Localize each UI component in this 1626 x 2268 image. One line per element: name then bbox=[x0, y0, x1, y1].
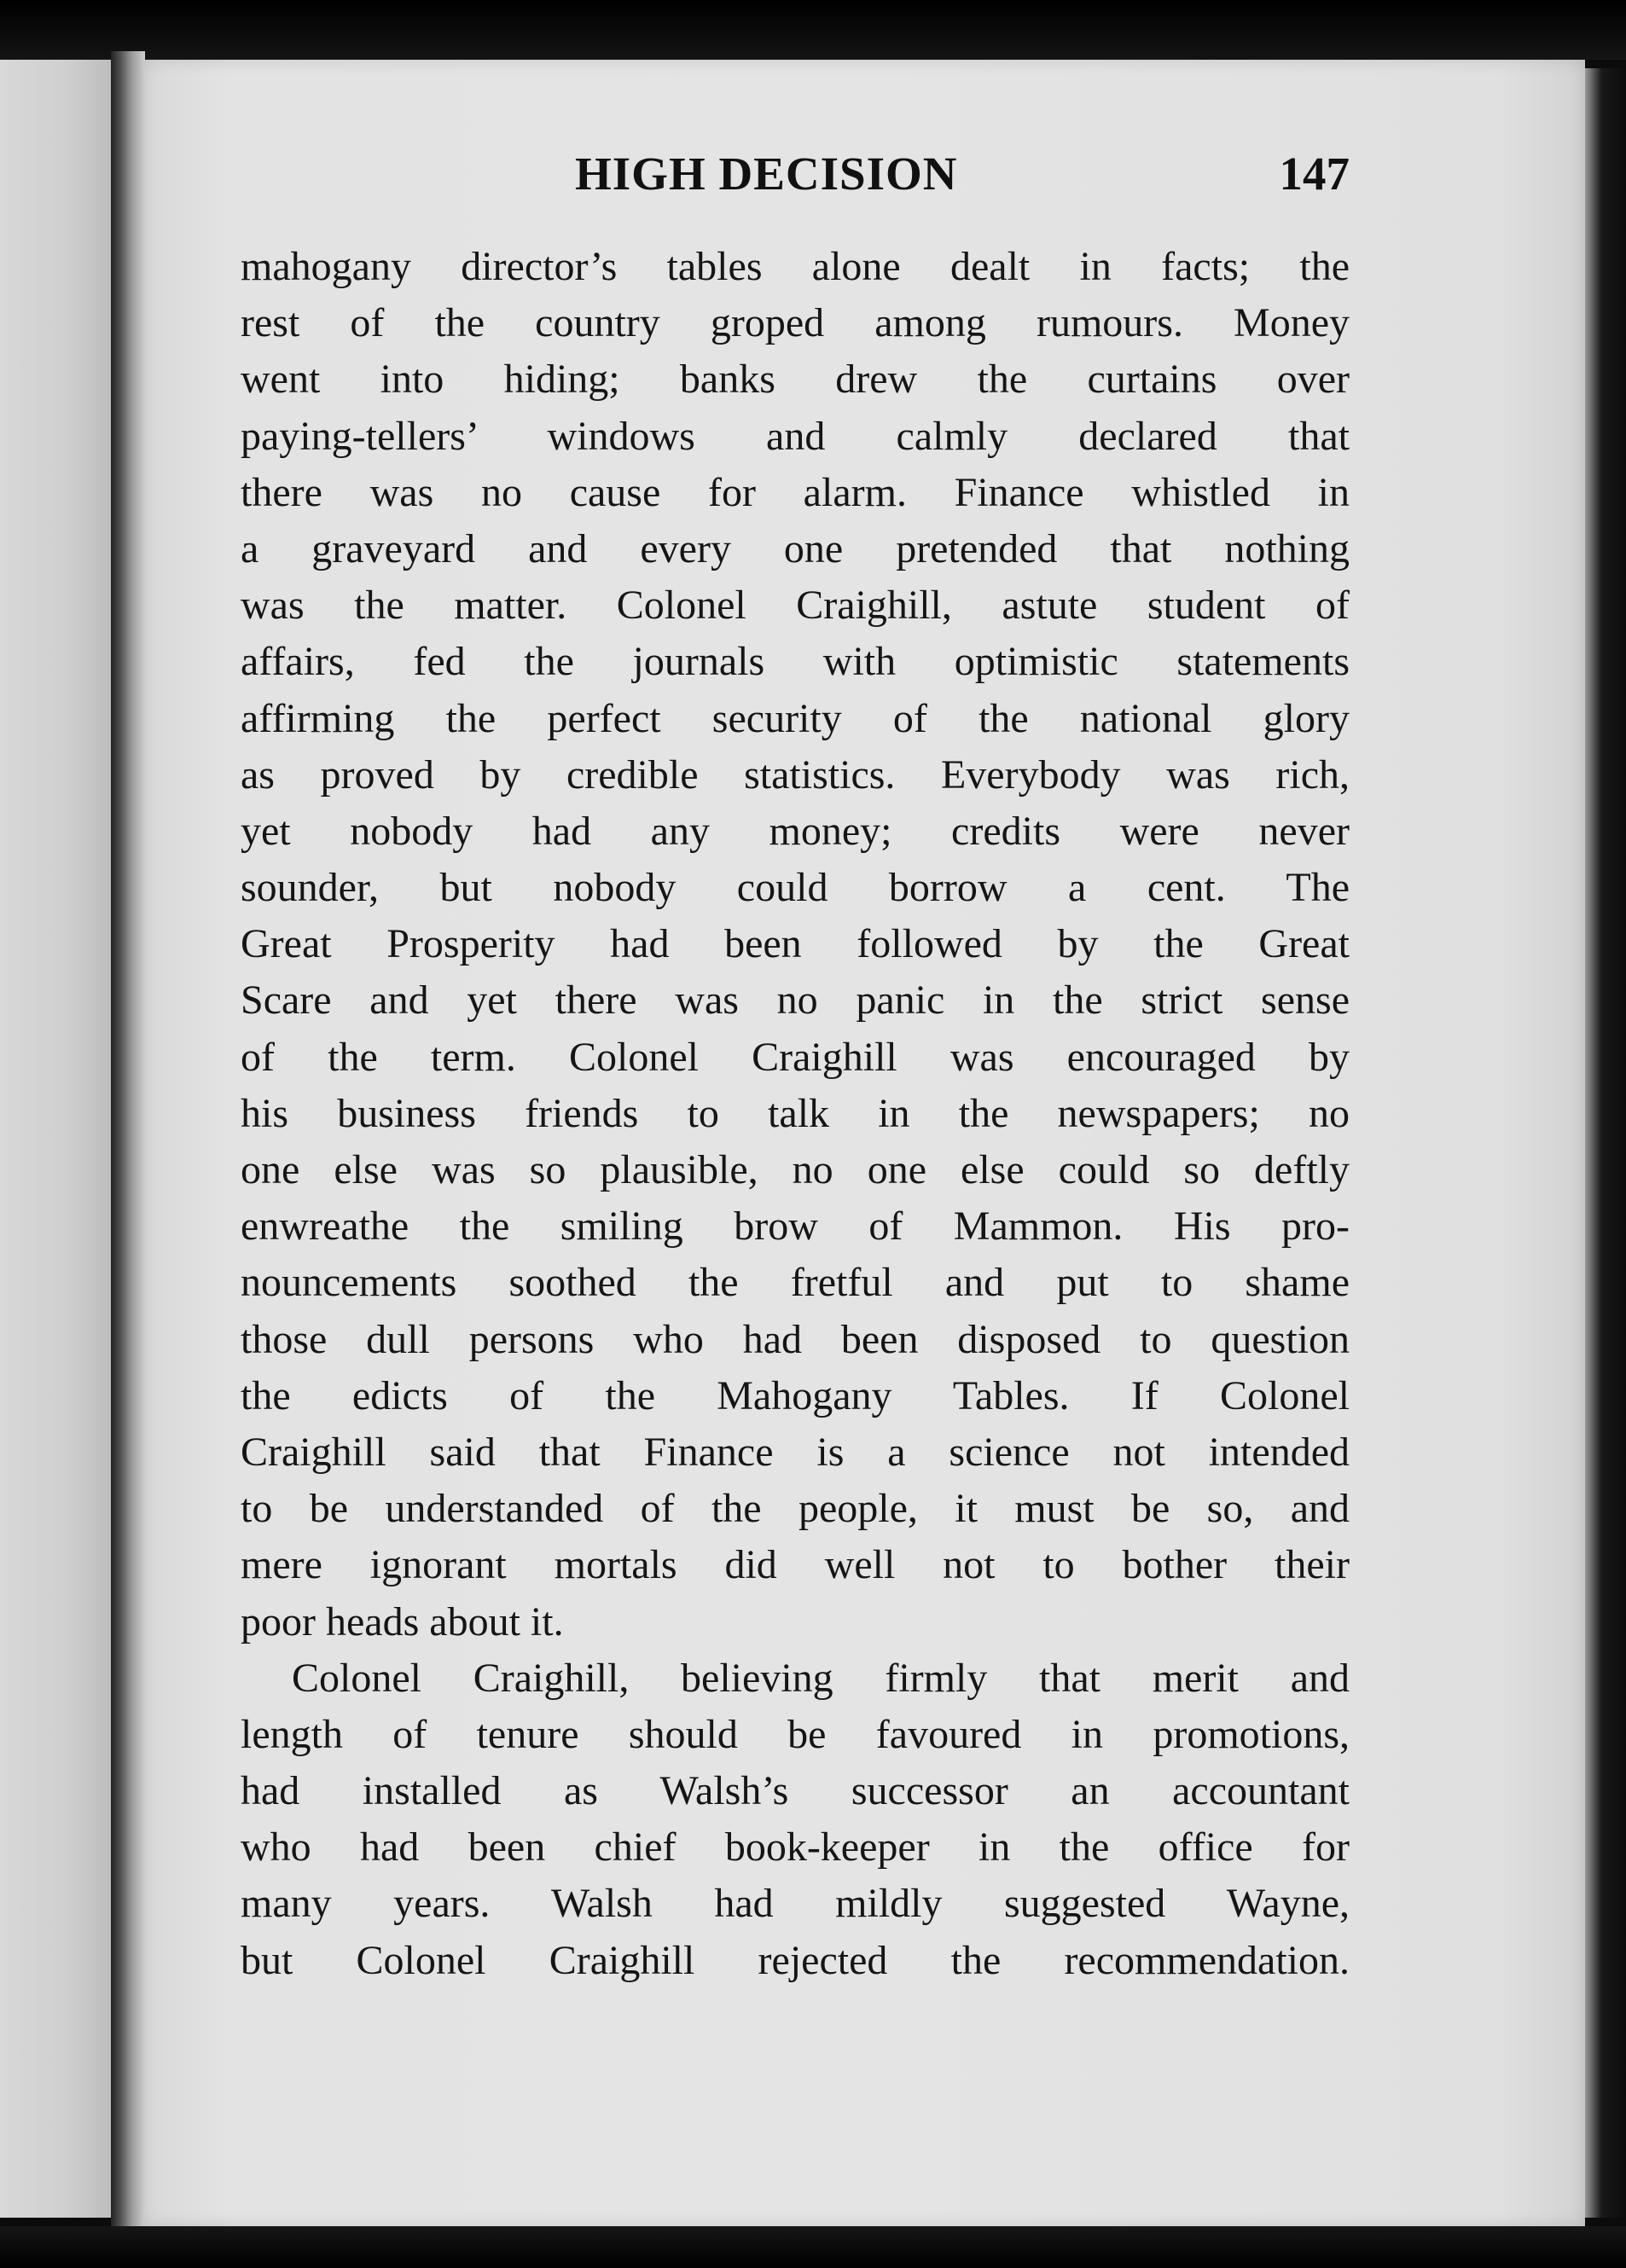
text-line: was the matter. Colonel Craighill, astute student of bbox=[241, 583, 1350, 629]
text-line: but Colonel Craighill rejected the recommendation. bbox=[241, 1937, 1350, 1983]
text-line: paying-tellers’ windows and calmly declared that bbox=[241, 413, 1350, 459]
text-line: had installed as Walsh’s successor an accountant bbox=[241, 1768, 1350, 1814]
scan-bottom-shadow bbox=[0, 2226, 1626, 2268]
text-line: of the term. Colonel Craighill was encouraged by bbox=[241, 1034, 1350, 1080]
previous-page-edge bbox=[0, 60, 111, 2218]
book-gutter bbox=[111, 51, 145, 2235]
text-line: mere ignorant mortals did well not to bother their bbox=[241, 1542, 1350, 1588]
text-line: to be understanded of the people, it must be so, and bbox=[241, 1486, 1350, 1532]
text-line: one else was so plausible, no one else could so deftly bbox=[241, 1147, 1350, 1192]
text-line: mahogany director’s tables alone dealt in facts; the bbox=[241, 244, 1350, 289]
text-line: enwreathe the smiling brow of Mammon. His pro- bbox=[241, 1204, 1350, 1250]
text-line: those dull persons who had been disposed to question bbox=[241, 1316, 1350, 1362]
page-right-edge bbox=[1585, 68, 1626, 2218]
text-line: there was no cause for alarm. Finance whistled in bbox=[241, 469, 1350, 515]
text-line: Scare and yet there was no panic in the strict sense bbox=[241, 977, 1350, 1024]
paragraph-start-line: Colonel Craighill, believing firmly that merit and bbox=[292, 1655, 1350, 1701]
text-line: many years. Walsh had mildly suggested Wayne, bbox=[241, 1881, 1350, 1927]
text-line: went into hiding; banks drew the curtains over bbox=[241, 357, 1350, 403]
text-line: nouncements soothed the fretful and put to shame bbox=[241, 1260, 1350, 1306]
running-head-title: HIGH DECISION bbox=[575, 148, 958, 200]
page-number: 147 bbox=[1279, 148, 1350, 200]
scan-top-shadow bbox=[0, 0, 1626, 60]
text-line: yet nobody had any money; credits were never bbox=[241, 808, 1350, 854]
text-line: Craighill said that Finance is a science not intended bbox=[241, 1429, 1350, 1475]
text-line: length of tenure should be favoured in promotions, bbox=[241, 1711, 1350, 1757]
text-line: rest of the country groped among rumours. Money bbox=[241, 300, 1350, 346]
text-line: sounder, but nobody could borrow a cent. The bbox=[241, 865, 1350, 911]
text-line: his business friends to talk in the newspapers; no bbox=[241, 1090, 1350, 1136]
text-line: who had been chief book-keeper in the office for bbox=[241, 1824, 1350, 1871]
text-line: as proved by credible statistics. Everybody was rich, bbox=[241, 751, 1350, 798]
text-line: a graveyard and every one pretended that nothing bbox=[241, 525, 1350, 571]
text-line: Great Prosperity had been followed by the Great bbox=[241, 921, 1350, 967]
text-line: affirming the perfect security of the national glory bbox=[241, 695, 1350, 741]
paragraph-end-line: poor heads about it. bbox=[241, 1598, 564, 1644]
text-line: affairs, fed the journals with optimistic statements bbox=[241, 639, 1350, 685]
body-text bbox=[241, 239, 1350, 1989]
running-header bbox=[241, 147, 1350, 206]
text-line: the edicts of the Mahogany Tables. If Colonel bbox=[241, 1372, 1350, 1418]
